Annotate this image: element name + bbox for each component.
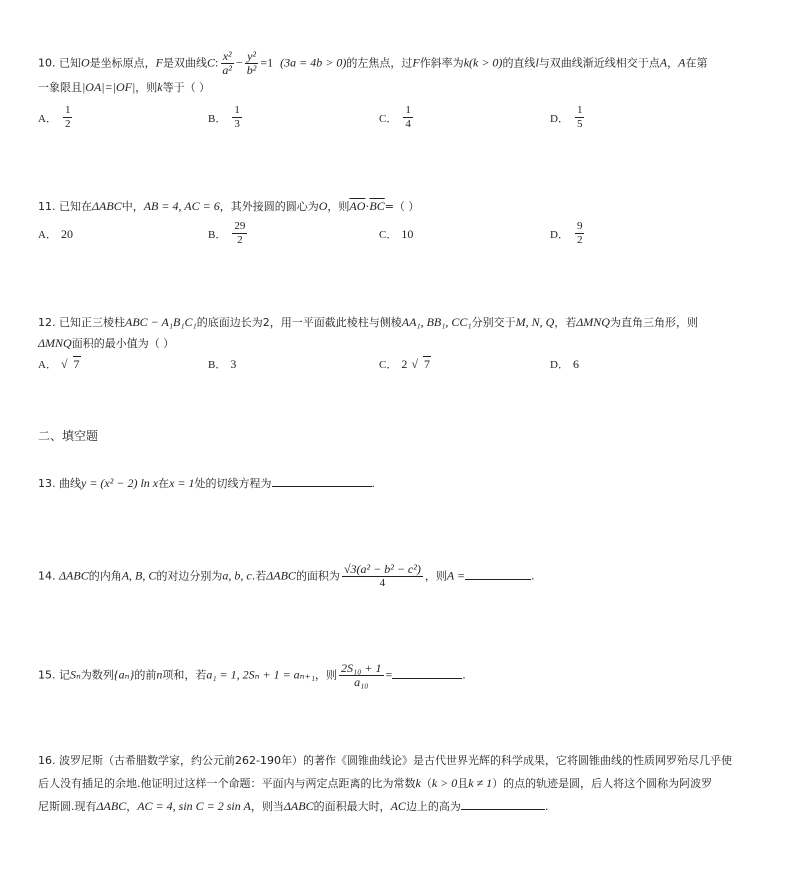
q14-answer-blank[interactable]	[465, 569, 531, 580]
q11-option-c[interactable]: C． 10	[379, 226, 414, 241]
q12-option-d[interactable]: D． 6	[550, 356, 579, 371]
q10-option-b[interactable]: B． $\frac{1}{3}$	[208, 104, 240, 130]
q11-option-a[interactable]: A． 20	[38, 226, 73, 241]
q10-option-c[interactable]: C． $\frac{1}{4}$	[379, 104, 411, 130]
q11-options	[38, 220, 758, 250]
question-14: 14. ΔABC的内角A, B, C的对边分别为a, b, c.若ΔABC的面积为 $\frac{\text{√3(a² − b² − c²)}}{4}$ ，则A = .	[38, 562, 535, 589]
question-13: 13. 曲线y = (x² − 2) ln x在x = 1处的切线方程为 .	[38, 476, 376, 490]
q12-option-c[interactable]: C． 2 √ 7	[379, 356, 430, 371]
question-16: 16. 波罗尼斯（古希腊数学家，约公元前262-190年）的著作《圆锥曲线论》是古代世界光辉的科学成果，它将圆锥曲线的性质网罗殆尽几乎使 后人没有插足的余地.他证明过这样一个命题：平面内与两定点距离的比为常数k（k > 0且k ≠ 1）的点的轨迹是圆，后人将这个圆称为阿波罗 尼斯圆.现有ΔABC，AC = 4, sin C = 2 sin A，则当ΔABC的面积最大时，AC边上的高为 .	[38, 754, 732, 813]
frac-x2-a2: $\frac{\text{x²}}{\text{a²}}$	[222, 49, 232, 77]
q16-answer-blank[interactable]	[461, 799, 545, 810]
question-11: 11. 已知在ΔABC中，AB = 4, AC = 6，其外接圆的圆心为O，则$\overline{AO}\cdot\overline{BC}=$（ ）	[38, 199, 420, 213]
q10-option-a[interactable]: A． $\frac{1}{2}$	[38, 104, 71, 130]
q10-line1: 10. 已知O是坐标原点，F是双曲线C: $\frac{\text{x²}}{\text{a²}}$ − $\frac{\text{y²}}{\text{b²}}$ =1 (3a = 4b > 0)的左焦点，过F作斜率为k(k > 0)的直线l与双曲线渐近线相交于点A，A在第	[38, 49, 708, 77]
q12-option-b[interactable]: B． 3	[208, 356, 237, 371]
question-10	[38, 50, 758, 98]
q11-option-b[interactable]: B． $\frac{29}{2}$	[208, 220, 246, 246]
question-12: 12. 已知正三棱柱ABC − A₁B₁C₁的底面边长为2，用一平面截此棱柱与侧棱AA₁, BB₁, CC₁分别交于M, N, Q，若ΔMNQ为直角三角形，则 ΔMNQ面积的最小值为（ ）	[38, 315, 698, 350]
q14-area-fraction: $\frac{\text{√3(a² − b² − c²)}}{4}$	[343, 562, 421, 589]
question-15: 15. 记Sₙ为数列{aₙ}的前n项和，若a₁ = 1, 2Sₙ + 1 = aₙ₊₁，则 $\frac{\text{2S₁₀ + 1}}{\text{a₁₀}}$ = .	[38, 661, 466, 689]
frac-y2-b2: $\frac{\text{y²}}{\text{b²}}$	[246, 49, 257, 77]
q12-option-a[interactable]: A． √ 7	[38, 356, 80, 371]
section-fill-in-blank: 二、填空题	[38, 429, 99, 443]
q10-line2: 一象限且|OA|=|OF|，则k等于（ ）	[38, 80, 211, 94]
q10-option-d[interactable]: D． $\frac{1}{5}$	[550, 104, 583, 130]
q13-answer-blank[interactable]	[272, 476, 372, 487]
q15-answer-blank[interactable]	[392, 668, 462, 679]
q10-options	[38, 104, 758, 134]
q12-options	[38, 356, 758, 386]
q11-option-d[interactable]: D． $\frac{9}{2}$	[550, 220, 583, 246]
q15-fraction: $\frac{\text{2S₁₀ + 1}}{\text{a₁₀}}$	[341, 661, 382, 689]
